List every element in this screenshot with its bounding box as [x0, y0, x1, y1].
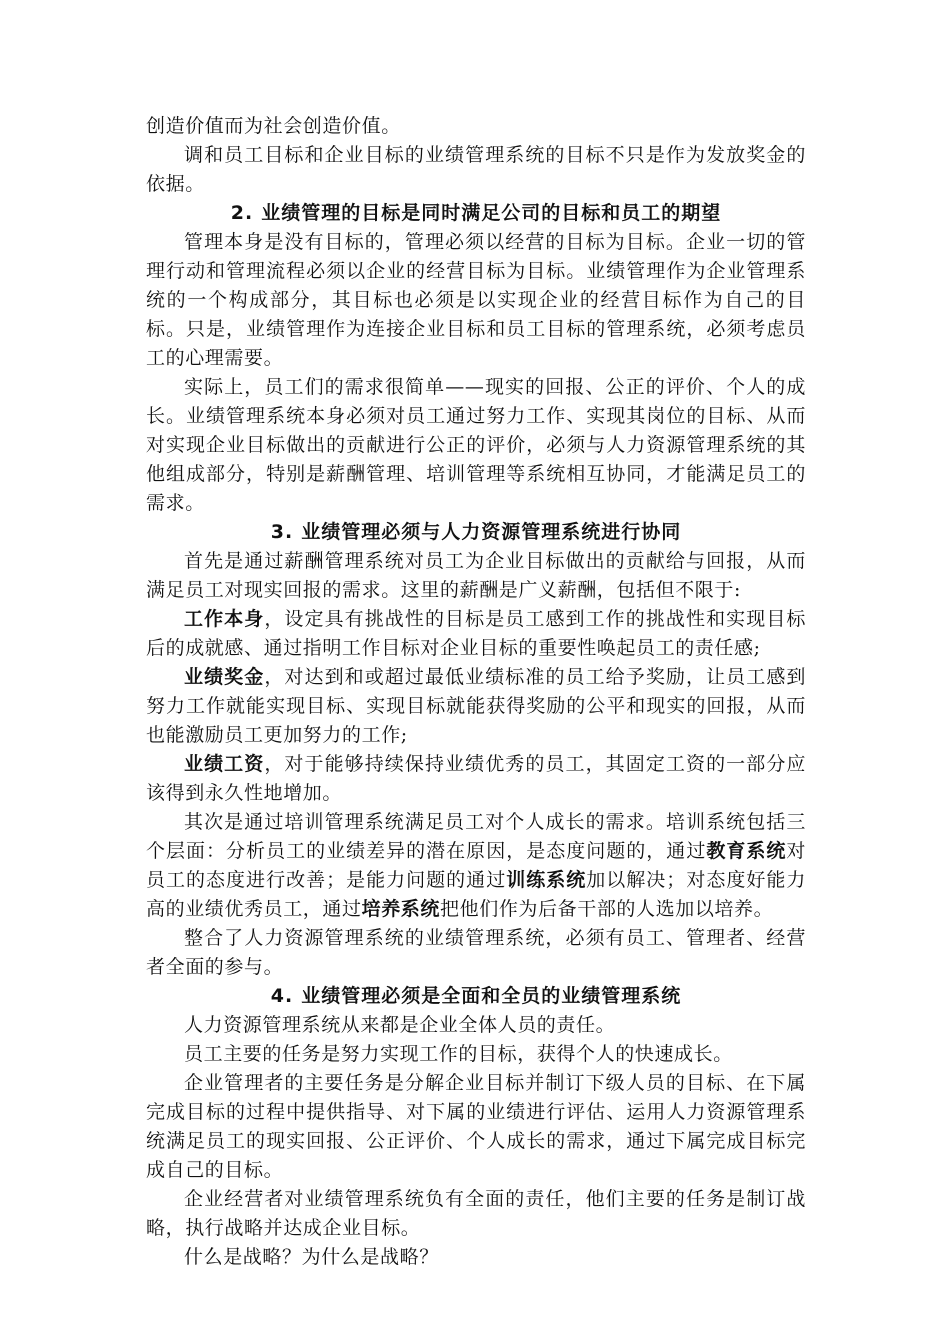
section-number: 2. [230, 202, 254, 224]
paragraph [146, 808, 806, 924]
keyword: 训练系统 [506, 869, 587, 891]
paragraph: 实际上，员工们的需求很简单——现实的回报、公正的评价、个人的成长。业绩管理系统本身必须对员工通过努力工作、实现其岗位的目标、从而对实现企业目标做出的贡献进行公正的评价，必须与人力资源管理系统的其他组成部分，特别是薪酬管理、培训管理等系统相互协同，才能满足员工的需求。 [146, 376, 806, 514]
section-heading [146, 982, 806, 1011]
keyword: 工作本身 [184, 608, 265, 630]
paragraph: 管理本身是没有目标的，管理必须以经营的目标为目标。企业一切的管理行动和管理流程必须以企业的经营目标为目标。业绩管理作为企业管理系统的一个构成部分，其目标也必须是以实现企业的经营目标作为自己的目标。只是，业绩管理作为连接企业目标和员工目标的管理系统，必须考虑员工的心理需要。 [146, 231, 806, 369]
paragraph-text: ，对于能够持续保持业绩优秀的员工，其固定工资的一部分应该得到永久性地增加。 [146, 753, 807, 804]
paragraph [146, 750, 806, 808]
paragraph: 调和员工目标和企业目标的业绩管理系统的目标不只是作为发放奖金的依据。 [146, 144, 806, 195]
paragraph: 什么是战略？为什么是战略？ [184, 1246, 439, 1268]
section-heading [146, 518, 806, 547]
keyword: 业绩奖金 [184, 666, 265, 688]
paragraph: 整合了人力资源管理系统的业绩管理系统，必须有员工、管理者、经营者全面的参与。 [146, 927, 806, 978]
paragraph [146, 663, 806, 750]
section-title: 业绩管理的目标是同时满足公司的目标和员工的期望 [261, 202, 722, 224]
section-title: 业绩管理必须是全面和全员的业绩管理系统 [301, 985, 682, 1007]
paragraph-text: 其次是通过培训管理系统满足员工对个人成长的需求。培训系统包括三个层面：分析员工的业绩差异的潜在原因，是态度问题的，通过 [146, 811, 806, 862]
paragraph: 人力资源管理系统从来都是企业全体人员的责任。 [184, 1014, 616, 1036]
paragraph-text: 对员工的态度进行改善；是能力问题的通过 [146, 840, 806, 891]
paragraph: 创造价值而为社会创造价值。 [146, 115, 401, 137]
paragraph: 企业经营者对业绩管理系统负有全面的责任，他们主要的任务是制订战略，执行战略并达成企业目标。 [146, 1188, 806, 1239]
section-title: 业绩管理必须与人力资源管理系统进行协同 [301, 521, 682, 543]
section-number: 3. [270, 521, 294, 543]
paragraph: 首先是通过薪酬管理系统对员工为企业目标做出的贡献给与回报，从而满足员工对现实回报的需求。这里的薪酬是广义薪酬，包括但不限于: [146, 550, 806, 601]
section-heading [146, 199, 806, 228]
document-page [146, 112, 806, 1272]
keyword: 培养系统 [361, 898, 441, 920]
paragraph-text: 把他们作为后备干部的人选加以培养。 [440, 898, 774, 920]
paragraph-text: ，设定具有挑战性的目标是员工感到工作的挑战性和实现目标后的成就感、通过指明工作目标对企业目标的重要性唤起员工的责任感; [146, 608, 807, 659]
paragraph [146, 605, 806, 663]
keyword: 教育系统 [706, 840, 787, 862]
paragraph: 员工主要的任务是努力实现工作的目标，获得个人的快速成长。 [184, 1043, 733, 1065]
section-number: 4. [270, 985, 294, 1007]
keyword: 业绩工资 [184, 753, 265, 775]
paragraph-text: ，对达到和或超过最低业绩标准的员工给予奖励，让员工感到努力工作就能实现目标、实现目标就能获得奖励的公平和现实的回报，从而也能激励员工更加努力的工作; [146, 666, 807, 746]
paragraph-text: 加以解决；对态度好能力高的业绩优秀员工，通过 [146, 869, 806, 920]
paragraph: 企业管理者的主要任务是分解企业目标并制订下级人员的目标、在下属完成目标的过程中提供指导、对下属的业绩进行评估、运用人力资源管理系统满足员工的现实回报、公正评价、个人成长的需求，通过下属完成目标完成自己的目标。 [146, 1072, 806, 1181]
